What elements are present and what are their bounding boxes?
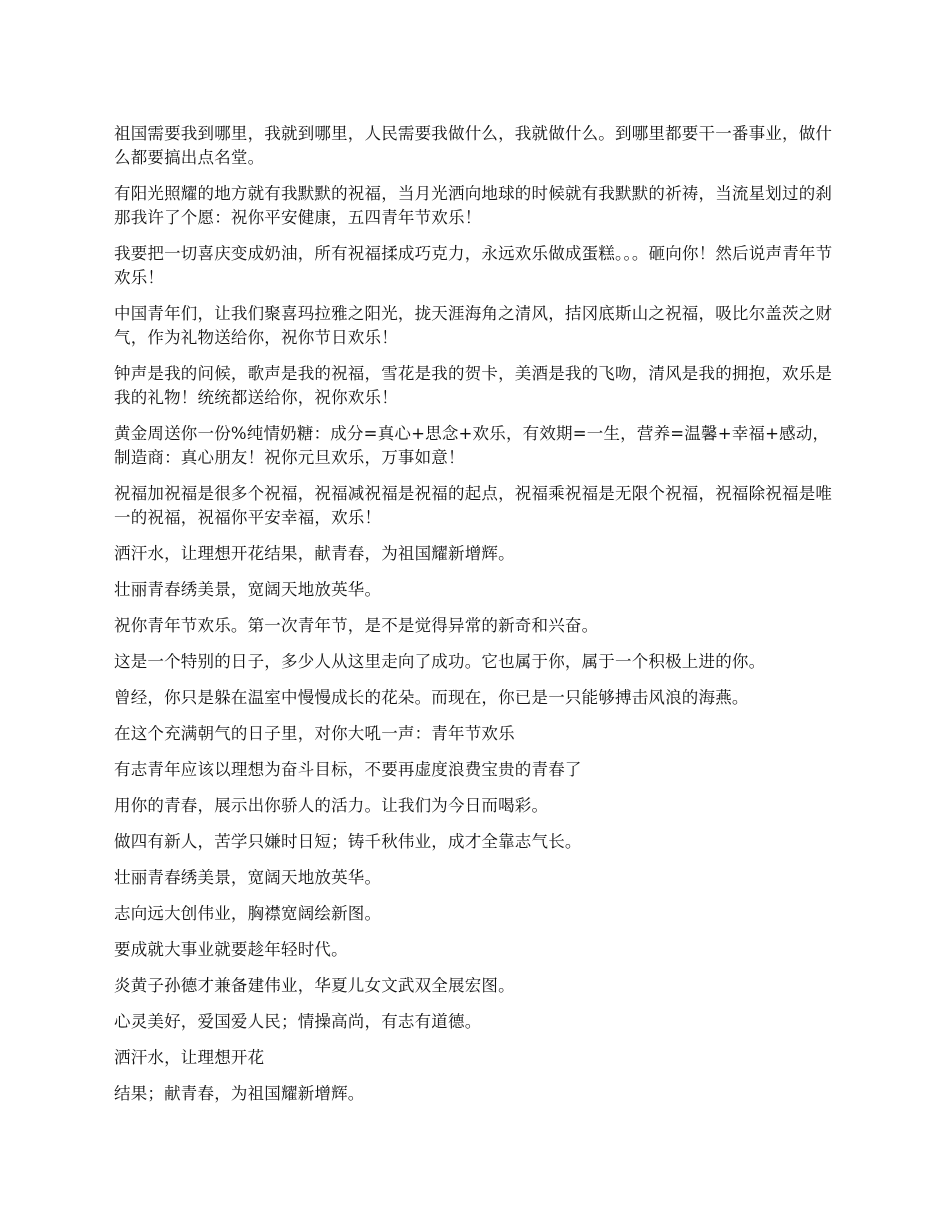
paragraph: 曾经，你只是躲在温室中慢慢成长的花朵。而现在，你已是一只能够搏击风浪的海燕。 [114,688,749,707]
paragraph: 在这个充满朝气的日子里，对你大吼一声：青年节欢乐 [114,724,515,743]
paragraph: 中国青年们，让我们聚喜玛拉雅之阳光，拢天涯海角之清风，拮冈底斯山之祝福，吸比尔盖茨之财气，作为礼物送给你，祝你节日欢乐！ [114,304,833,347]
paragraph: 洒汗水，让理想开花结果，献青春，为祖国耀新增辉。 [114,544,515,563]
paragraph: 用你的青春，展示出你骄人的活力。让我们为今日而喝彩。 [114,796,549,815]
paragraph: 祝你青年节欢乐。第一次青年节，是不是觉得异常的新奇和兴奋。 [114,616,599,635]
paragraph: 结果；献青春，为祖国耀新增辉。 [114,1084,365,1103]
paragraph: 做四有新人，苦学只嫌时日短；铸千秋伟业，成才全靠志气长。 [114,832,582,851]
paragraph: 壮丽青春绣美景，宽阔天地放英华。 [114,580,382,599]
paragraph: 祖国需要我到哪里，我就到哪里，人民需要我做什么，我就做什么。到哪里都要干一番事业，做什么都要搞出点名堂。 [114,124,833,167]
paragraph: 有阳光照耀的地方就有我默默的祝福，当月光洒向地球的时候就有我默默的祈祷，当流星划过的刹那我许了个愿：祝你平安健康，五四青年节欢乐！ [114,184,833,227]
document-page [114,122,844,1118]
paragraph: 洒汗水，让理想开花 [114,1048,265,1067]
paragraph: 我要把一切喜庆变成奶油，所有祝福揉成巧克力，永远欢乐做成蛋糕。。。砸向你！然后说声青年节欢乐！ [114,244,833,287]
paragraph: 要成就大事业就要趁年轻时代。 [114,940,348,959]
paragraph: 这是一个特别的日子，多少人从这里走向了成功。它也属于你，属于一个积极上进的你。 [114,652,766,671]
paragraph: 祝福加祝福是很多个祝福，祝福减祝福是祝福的起点，祝福乘祝福是无限个祝福，祝福除祝福是唯一的祝福，祝福你平安幸福，欢乐！ [114,484,833,527]
paragraph: 心灵美好，爱国爱人民；情操高尚，有志有道德。 [114,1012,482,1031]
paragraph: 有志青年应该以理想为奋斗目标，不要再虚度浪费宝贵的青春了 [114,760,582,779]
paragraph: 志向远大创伟业，胸襟宽阔绘新图。 [114,904,382,923]
paragraph: 壮丽青春绣美景，宽阔天地放英华。 [114,868,382,887]
paragraph: 炎黄子孙德才兼备建伟业，华夏儿女文武双全展宏图。 [114,976,515,995]
paragraph: 黄金周送你一份%纯情奶糖：成分=真心+思念+欢乐，有效期=一生，营养=温馨+幸福+感动，制造商：真心朋友！祝你元旦欢乐，万事如意！ [114,424,830,467]
paragraph: 钟声是我的问候，歌声是我的祝福，雪花是我的贺卡，美酒是我的飞吻，清风是我的拥抱，欢乐是我的礼物！统统都送给你，祝你欢乐！ [114,364,833,407]
